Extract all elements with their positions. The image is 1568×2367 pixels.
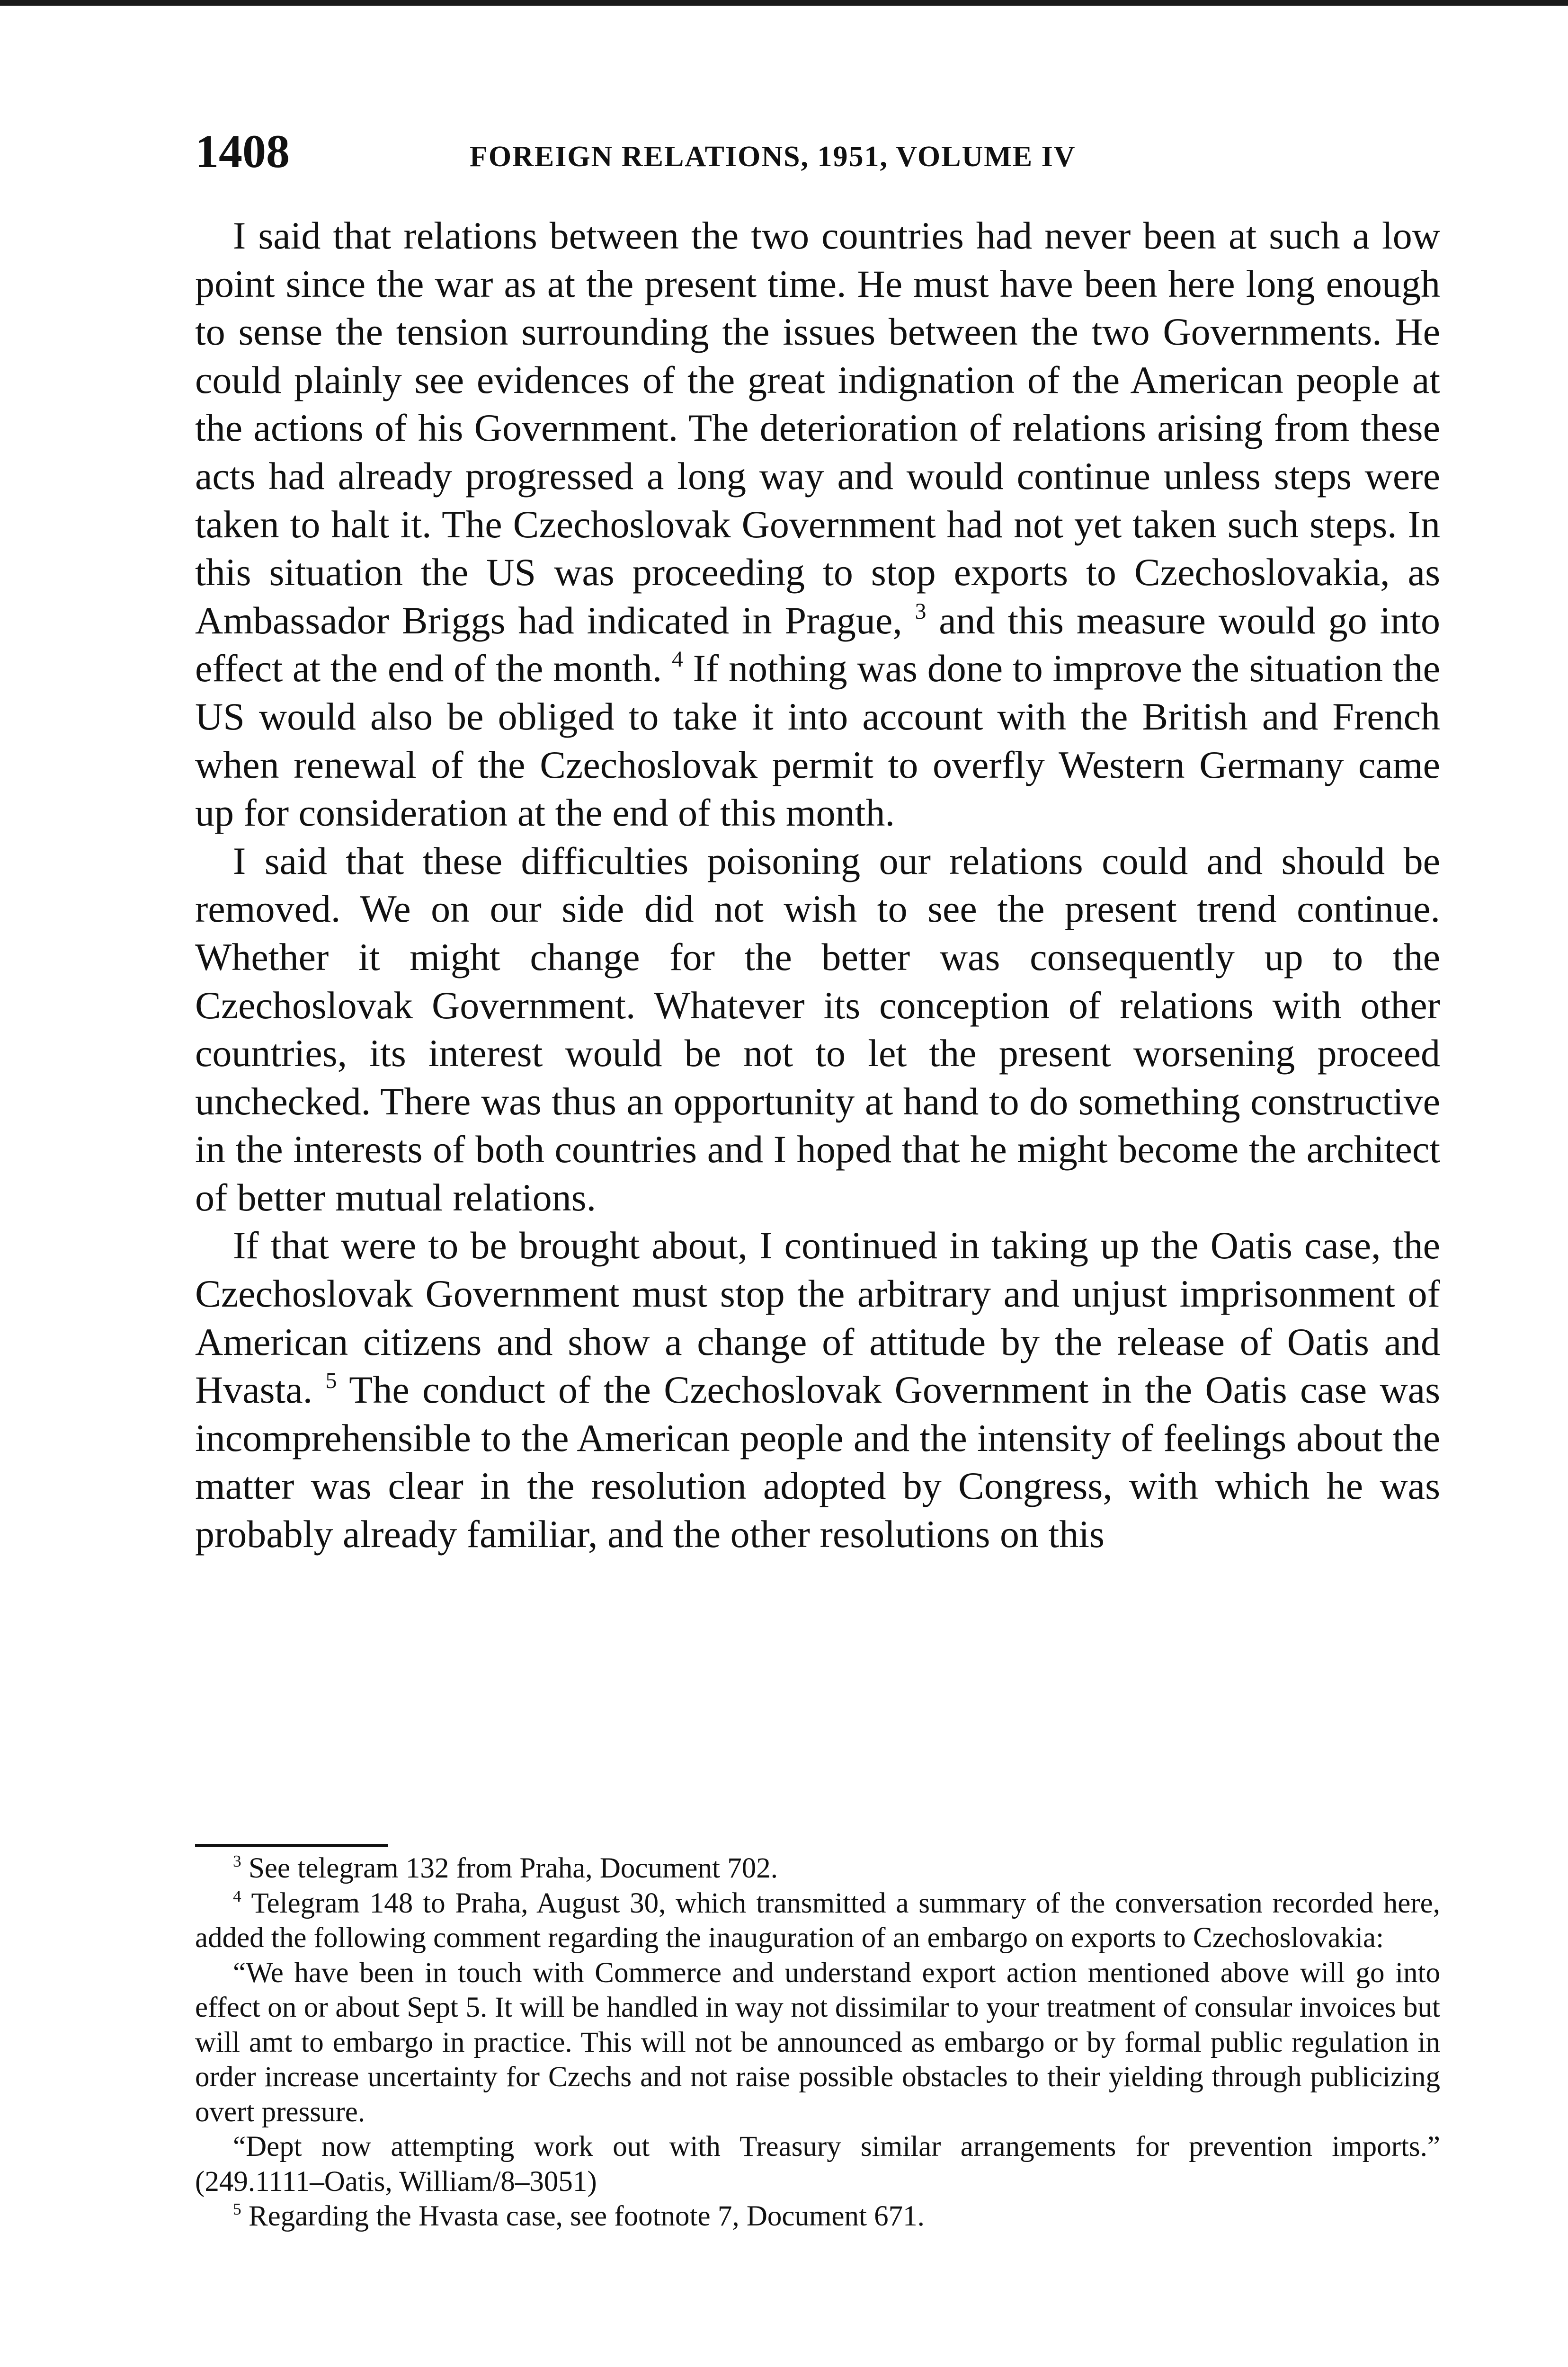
footnote-marker: 5 [233,2199,241,2219]
footnote-separator [195,1844,388,1847]
paragraph-text: The conduct of the Czechoslovak Government in the Oatis case was incomprehensible to the American people and the intensity of feelings about the matter was clear in the resolution adopted by Congress, with which he was probably already familiar, and the other resolutions on this [195,1368,1440,1556]
body-text [195,212,1440,1558]
page-top-edge [0,0,1568,6]
footnote-text: See telegram 132 from Praha, Document 702. [248,1852,778,1884]
footnote-4-quote-2 [195,2129,1440,2199]
paragraph-text: and this measure would go into effect at the end of the month. [195,598,1441,690]
paragraph-3 [195,1221,1440,1558]
footnote-text: “We have been in touch with Commerce and understand export action mentioned above will go into effect on or about Sept 5. It will be handled in way not dissimilar to your treatment of consular invoices but will amt to embargo in practice. This will not be announced as embargo or by formal public regulation in order increase uncertainty for Czechs and not raise possible obstacles to their yielding through publicizing overt pressure. [195,1957,1440,2128]
footnote-4-quote-1 [195,1956,1440,2130]
footnote-ref-5: 5 [325,1369,337,1394]
footnote-text: Telegram 148 to Praha, August 30, which transmitted a summary of the conversation recorded here, added the following comment regarding the inauguration of an embargo on exports to Czechoslovakia: [195,1887,1441,1954]
paragraph-text: I said that relations between the two countries had never been at such a low point since the war as at the present time. He must have been here long enough to sense the tension surrounding the issues between the two Governments. He could plainly see evidences of the great indignation of the American people at the actions of his Government. The deterioration of relations arising from these acts had already progressed a long way and would continue unless steps were taken to halt it. The Czechoslovak Government had not yet taken such steps. In this situation the US was proceeding to stop exports to Czechoslovakia, as Ambassador Briggs had indicated in Prague, [195,214,1440,642]
paragraph-text: I said that these difficulties poisoning our relations could and should be removed. We on our side did not wish to see the present trend continue. Whether it might change for the better was consequently up to the Czechoslovak Government. Whatever its conception of relations with other countries, its interest would be not to let the present worsening proceed unchecked. There was thus an opportunity at hand to do something constructive in the interests of both countries and I hoped that he might become the architect of better mutual relations. [195,839,1440,1219]
footnote-ref-3: 3 [915,599,927,624]
paragraph-text: If nothing was done to improve the situation the US would also be obliged to take it into account with the British and French when renewal of the Czechoslovak permit to overfly Western Germany came up for consideration at the end of this month. [195,647,1441,835]
footnote-5 [195,2199,1440,2234]
running-title: FOREIGN RELATIONS, 1951, VOLUME IV [470,141,1076,173]
footnote-text: “Dept now attempting work out with Treasury similar arrangements for prevention imports.” (249.1111–Oatis, William/8–3051) [195,2131,1440,2198]
footnote-ref-4: 4 [672,647,683,672]
paragraph-1 [195,212,1440,837]
running-head [195,121,1440,182]
footnotes [195,1851,1440,2234]
paragraph-text: If that were to be brought about, I continued in taking up the Oatis case, the Czechoslovak Government must stop the arbitrary and unjust imprisonment of American citizens and show a change of attitude by the release of Oatis and Hvasta. [195,1224,1440,1412]
footnote-3 [195,1851,1440,1886]
footnote-text: Regarding the Hvasta case, see footnote 7, Document 671. [248,2200,925,2232]
footnote-4 [195,1886,1440,1956]
footnote-marker: 3 [233,1851,241,1871]
footnote-marker: 4 [233,1886,241,1905]
paragraph-2 [195,837,1440,1222]
page-number: 1408 [195,125,290,178]
